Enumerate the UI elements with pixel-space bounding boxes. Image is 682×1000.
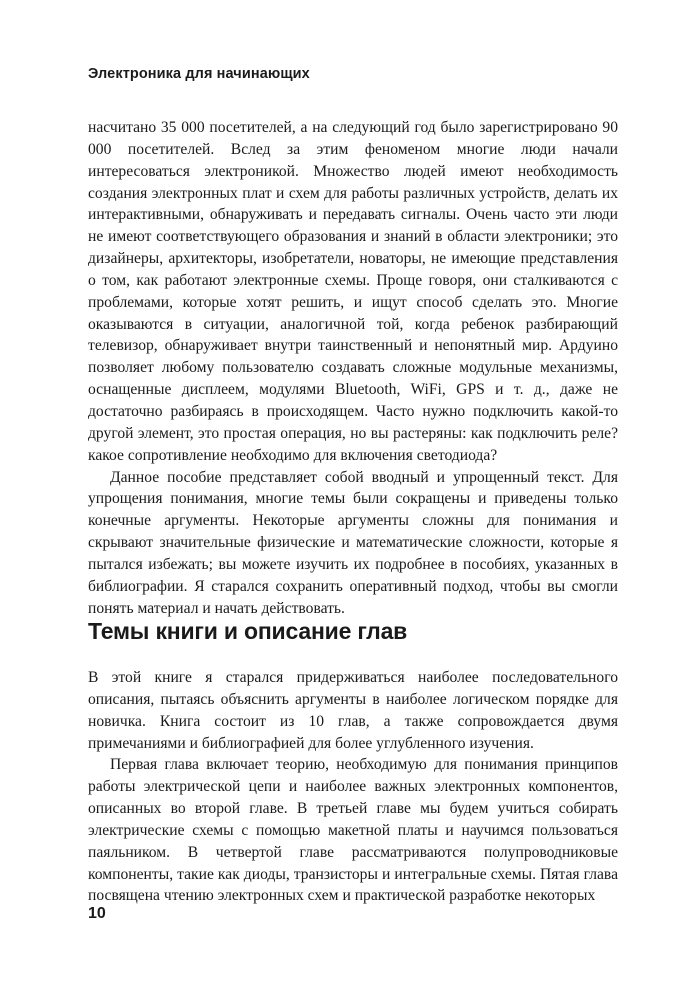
running-header: Электроника для начинающих bbox=[88, 66, 310, 82]
section-heading: Темы книги и описание глав bbox=[88, 618, 408, 644]
paragraph: насчитано 35 000 посетителей, а на следующий год было зарегистрировано 90 000 посетителей. Вслед за этим феноменом многие люди начали интересоваться электроникой. Множество людей имеют необходимость создания электронных плат и схем для работы различных устройств, делать их интерактивными, обнаруживать и передавать сигналы. Очень часто эти люди не имеют соответствующего образования и знаний в области электроники; это дизайнеры, архитекторы, изобретатели, новаторы, не имеющие представления о том, как работают электронные схемы. Проще говоря, они сталкиваются с проблемами, которые хотят решить, и ищут способ сделать это. Многие оказываются в ситуации, аналогичной той, когда ребенок разбирающий телевизор, обнаруживает внутри таинственный и непонятный мир. Ардуино позволяет любому пользователю создавать сложные модульные механизмы, оснащенные дисплеем, модулями Bluetooth, WiFi, GPS и т. д., даже не достаточно разбираясь в происходящем. Часто нужно подключить какой-то другой элемент, это простая операция, но вы растеряны: как подключить реле? какое сопротивление необходимо для включения светодиода? bbox=[88, 119, 618, 464]
paragraph: В этой книге я старался придерживаться наиболее последовательного описания, пытаясь объяснить аргументы в наиболее логическом порядке для новичка. Книга состоит из 10 глав, а также сопровождается двумя примечаниями и библиографией для более углубленного изучения. bbox=[88, 669, 618, 752]
intro-text bbox=[88, 117, 618, 619]
section-text bbox=[88, 667, 618, 907]
paragraph: Первая глава включает теорию, необходимую для понимания принципов работы электрической цепи и наиболее важных электронных компонентов, описанных во второй главе. В третьей главе мы будем учиться собирать электрические схемы с помощью макетной платы и научимся пользоваться паяльником. В четвертой главе рассматриваются полупроводниковые компоненты, такие как диоды, транзисторы и интегральные схемы. Пятая глава посвящена чтению электронных схем и практической разработке некоторых bbox=[88, 756, 618, 905]
paragraph: Данное пособие представляет собой вводный и упрощенный текст. Для упрощения понимания, многие темы были сокращены и приведены только конечные аргументы. Некоторые аргументы сложны для понимания и скрывают значительные физические и математические сложности, которые я пытался избежать; вы можете изучить их подробнее в пособиях, указанных в библиографии. Я старался сохранить оперативный подход, чтобы вы смогли понять материал и начать действовать. bbox=[88, 468, 618, 617]
page-number: 10 bbox=[88, 905, 106, 922]
